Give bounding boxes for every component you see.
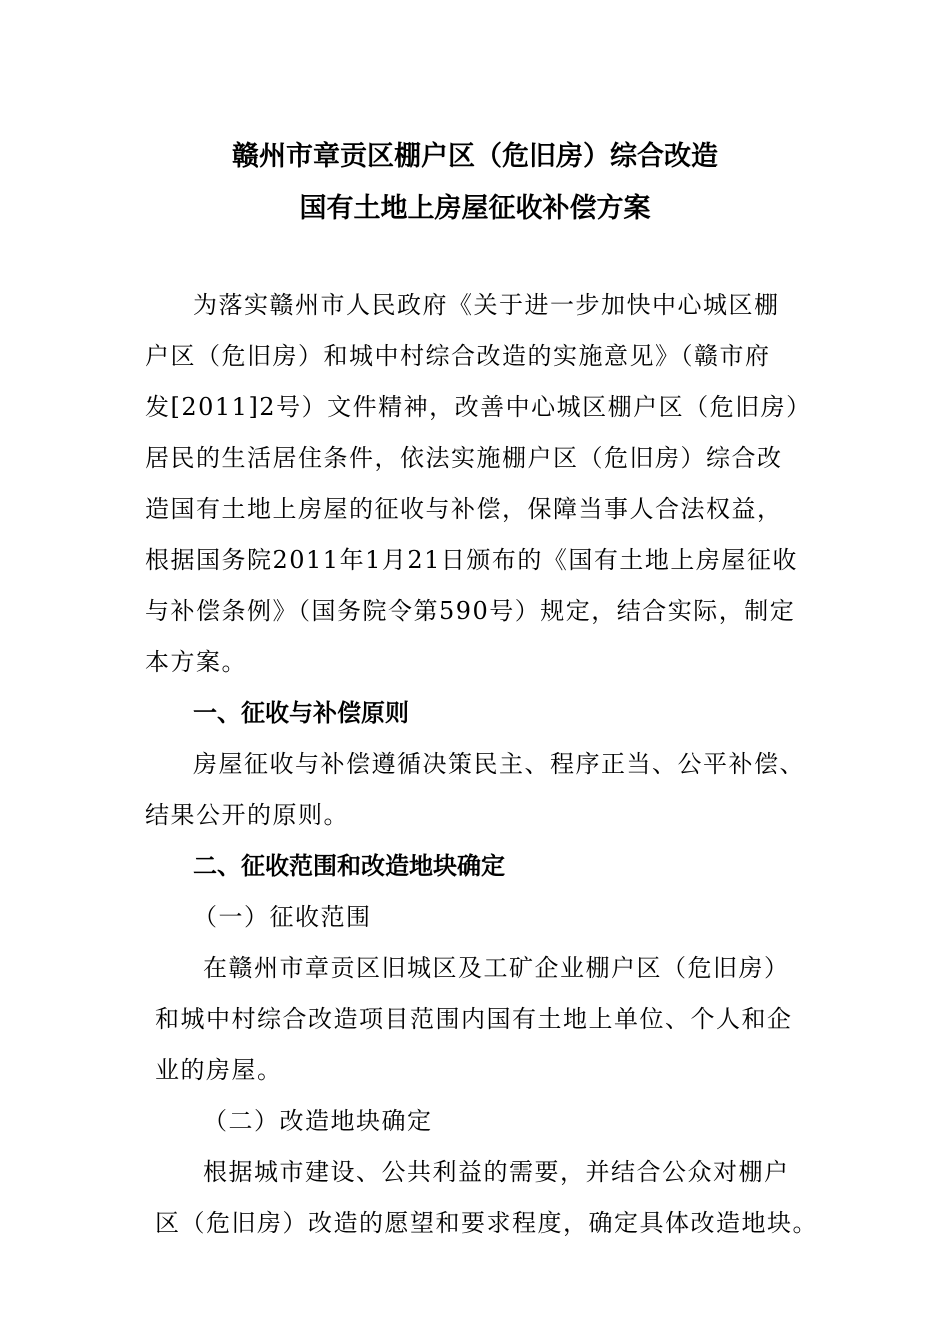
subsection-2-heading: （二）改造地块确定 <box>203 1107 433 1135</box>
intro-line: 造国有土地上房屋的征收与补偿，保障当事人合法权益， <box>145 495 783 523</box>
intro-line: 根据国务院2011年1月21日颁布的《国有土地上房屋征收 <box>145 546 798 574</box>
intro-line: 与补偿条例》（国务院令第590号）规定，结合实际，制定 <box>145 597 796 625</box>
intro-line: 发[2011]2号）文件精神，改善中心城区棚户区（危旧房） <box>145 393 812 421</box>
section-2-heading: 二、征收范围和改造地块确定 <box>193 852 505 880</box>
document-title-line-2: 国有土地上房屋征收补偿方案 <box>299 193 651 224</box>
document-title-line-1: 赣州市章贡区棚户区（危旧房）综合改造 <box>232 141 718 172</box>
intro-line: 本方案。 <box>145 648 247 676</box>
subsection-1-heading: （一）征收范围 <box>193 903 372 931</box>
subsection-1-line: 业的房屋。 <box>155 1056 283 1084</box>
subsection-1-line: 在赣州市章贡区旧城区及工矿企业棚户区（危旧房） <box>203 954 790 982</box>
intro-line: 户区（危旧房）和城中村综合改造的实施意见》（赣市府 <box>145 342 771 370</box>
section-1-line: 结果公开的原则。 <box>145 801 349 829</box>
section-1-heading: 一、征收与补偿原则 <box>193 699 409 727</box>
subsection-1-line: 和城中村综合改造项目范围内国有土地上单位、个人和企 <box>155 1005 793 1033</box>
subsection-2-line: 区（危旧房）改造的愿望和要求程度，确定具体改造地块。 <box>155 1209 818 1237</box>
intro-line: 居民的生活居住条件，依法实施棚户区（危旧房）综合改 <box>145 444 783 472</box>
subsection-2-line: 根据城市建设、公共利益的需要，并结合公众对棚户 <box>203 1158 790 1186</box>
intro-line: 为落实赣州市人民政府《关于进一步加快中心城区棚 <box>193 291 780 319</box>
section-1-line: 房屋征收与补偿遵循决策民主、程序正当、公平补偿、 <box>193 750 805 778</box>
